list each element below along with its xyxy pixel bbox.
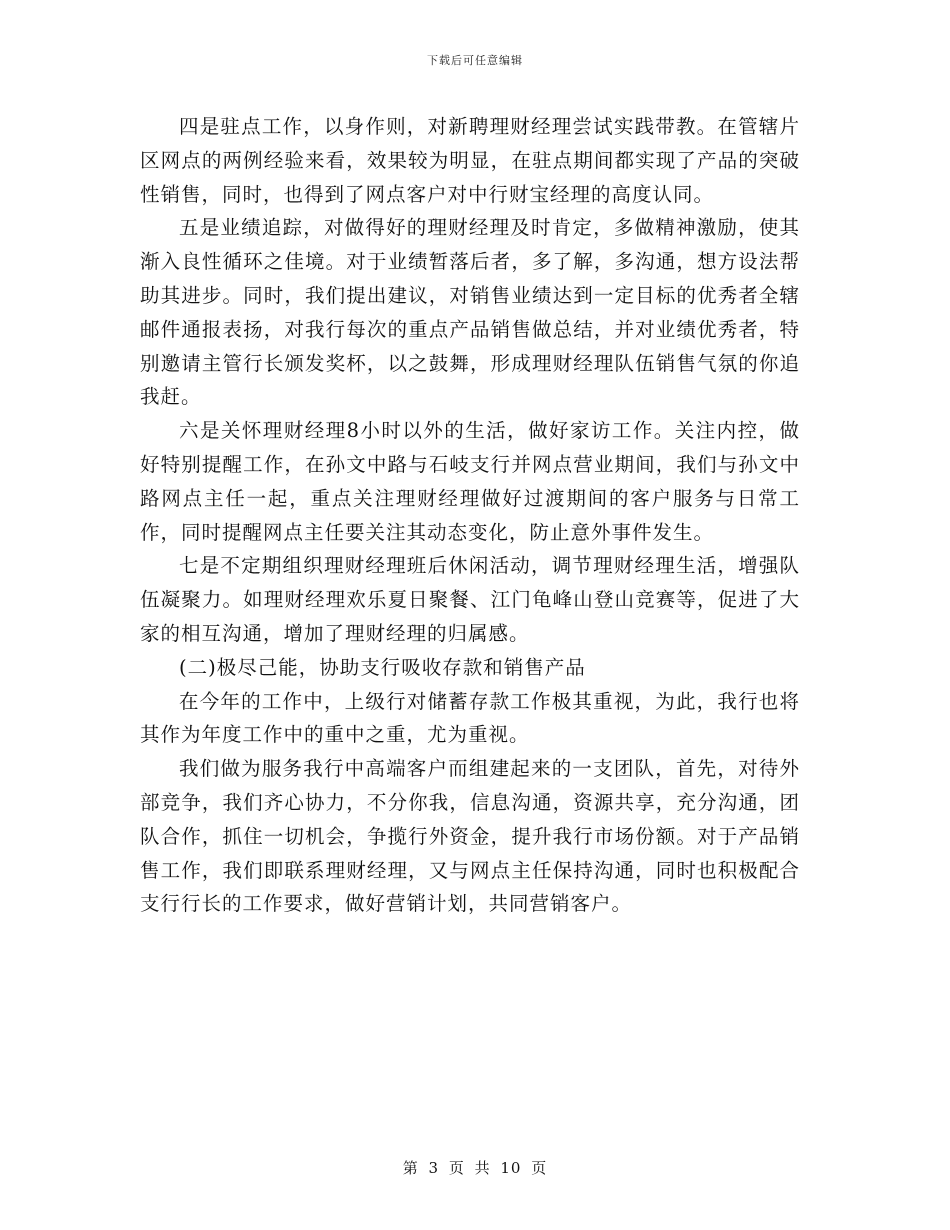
paragraph-team: 我们做为服务我行中高端客户而组建起来的一支团队，首先，对待外部竞争，我们齐心协力，不分你我，信息沟通，资源共享，充分沟通，团队合作，抓住一切机会，争揽行外资金，提升我行市场份额。对于产品销售工作，我们即联系理财经理，又与网点主任保持沟通，同时也积极配合支行行长的工作要求，做好营销计划，共同营销客户。 [140,757,800,916]
page-header: 下载后可任意编辑 [427,54,523,67]
page-number: 第 3 页 共 10 页 [402,1159,548,1177]
paragraph-item-5: 五是业绩追踪，对做得好的理财经理及时肯定，多做精神激励，使其渐入良性循环之佳境。对于业绩暂落后者，多了解，多沟通，想方设法帮助其进步。同时，我们提出建议，对销售业绩达到一定目标的优秀者全辖邮件通报表扬，对我行每次的重点产品销售做总结，并对业绩优秀者，特别邀请主管行长颁发奖杯，以之鼓舞，形成理财经理队伍销售气氛的你追我赶。 [140,216,800,409]
document-body [140,110,800,921]
paragraph-item-7: 七是不定期组织理财经理班后休闲活动，调节理财经理生活，增强队伍凝聚力。如理财经理欢乐夏日聚餐、江门龟峰山登山竞赛等，促进了大家的相互沟通，增加了理财经理的归属感。 [140,554,800,645]
section-heading: (二)极尽己能，协助支行吸收存款和销售产品 [179,655,586,679]
paragraph-item-4: 四是驻点工作，以身作则，对新聘理财经理尝试实践带教。在管辖片区网点的两例经验来看，效果较为明显，在驻点期间都实现了产品的突破性销售，同时，也得到了网点客户对中行财宝经理的高度认同。 [140,115,800,206]
paragraph-deposits: 在今年的工作中，上级行对储蓄存款工作极其重视，为此，我行也将其作为年度工作中的重中之重，尤为重视。 [140,689,800,747]
paragraph-item-6: 六是关怀理财经理8小时以外的生活，做好家访工作。关注内控，做好特别提醒工作，在孙文中路与石岐支行并网点营业期间，我们与孙文中路网点主任一起，重点关注理财经理做好过渡期间的客户服务与日常工作，同时提醒网点主任要关注其动态变化，防止意外事件发生。 [140,419,800,544]
